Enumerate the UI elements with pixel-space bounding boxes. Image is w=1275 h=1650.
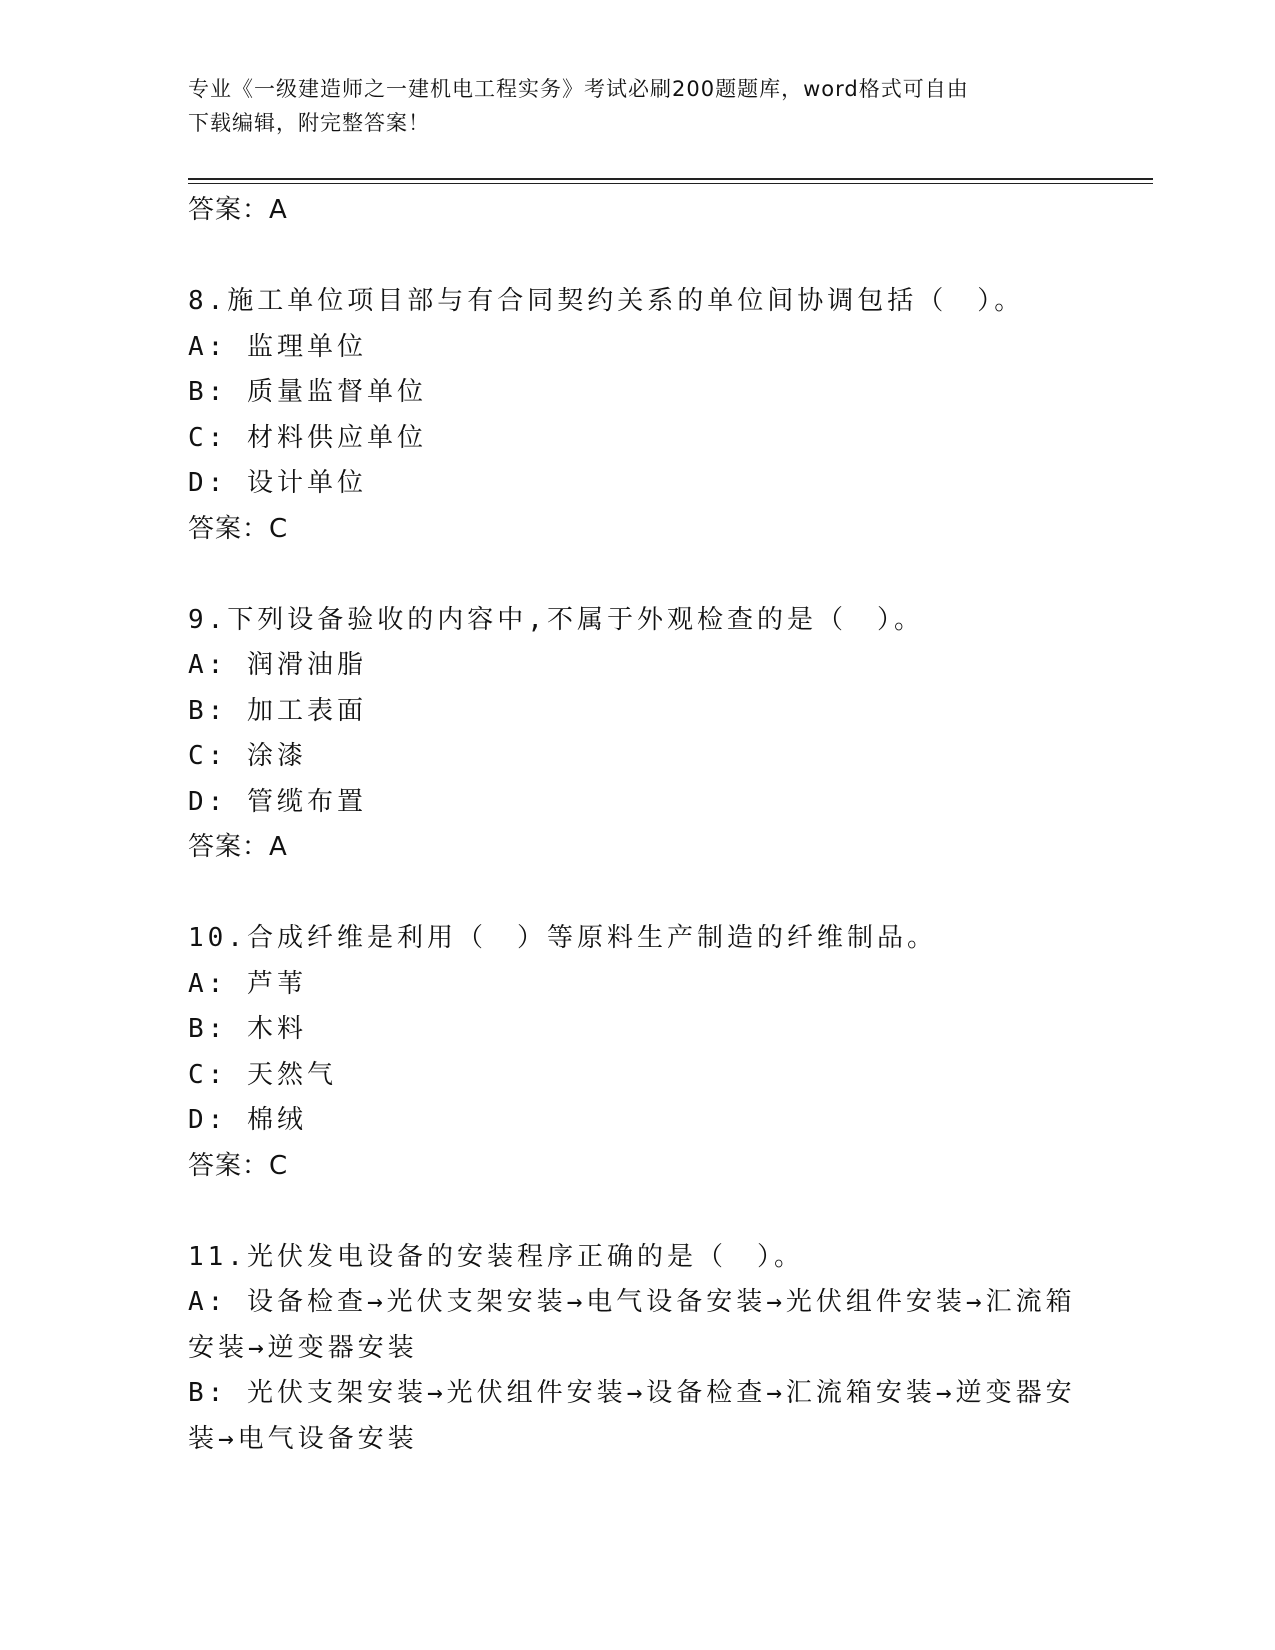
- question-stem: 9.下列设备验收的内容中,不属于外观检查的是（ ）。: [188, 604, 924, 635]
- header-divider-thick: [188, 178, 1153, 180]
- answer: 答案：A: [188, 832, 288, 862]
- spacer: [188, 1189, 1088, 1235]
- spacer: [188, 871, 1088, 917]
- spacer: [188, 552, 1088, 598]
- option-a: A: 监理单位: [188, 331, 367, 362]
- option-d: D: 设计单位: [188, 468, 367, 498]
- question-stem: 8.施工单位项目部与有合同契约关系的单位间协调包括（ ）。: [188, 286, 1025, 316]
- answer: 答案：C: [188, 513, 289, 544]
- document-header: [188, 72, 1088, 140]
- previous-answer: 答案：A: [188, 195, 288, 225]
- answer: 答案：C: [188, 1150, 289, 1181]
- option-b: B: 质量监督单位: [188, 377, 427, 407]
- header-line-1: 专业《一级建造师之一建机电工程实务》考试必刷200题题库，word格式可自由: [188, 77, 969, 101]
- option-a: A: 设备检查→光伏支架安装→电气设备安装→光伏组件安装→汇流箱安装→逆变器安装: [188, 1287, 1076, 1363]
- option-c: C: 涂漆: [188, 741, 307, 771]
- option-c: C: 材料供应单位: [188, 422, 427, 453]
- option-a: A: 润滑油脂: [188, 650, 367, 680]
- spacer: [188, 234, 1088, 280]
- option-b: B: 加工表面: [188, 695, 367, 726]
- question-8: [188, 279, 1088, 552]
- question-9: [188, 598, 1088, 871]
- option-a: A: 芦苇: [188, 968, 307, 999]
- header-divider-thin: [188, 183, 1153, 184]
- question-list: [188, 188, 1088, 1462]
- option-c: C: 天然气: [188, 1059, 337, 1090]
- question-10: [188, 916, 1088, 1189]
- option-b: B: 木料: [188, 1014, 307, 1044]
- option-b: B: 光伏支架安装→光伏组件安装→设备检查→汇流箱安装→逆变器安装→电气设备安装: [188, 1378, 1076, 1454]
- header-line-2: 下载编辑，附完整答案！: [188, 111, 430, 135]
- question-stem: 10.合成纤维是利用（ ）等原料生产制造的纤维制品。: [188, 923, 937, 953]
- question-stem: 11.光伏发电设备的安装程序正确的是（ ）。: [188, 1241, 804, 1272]
- option-d: D: 棉绒: [188, 1105, 307, 1135]
- question-11: [188, 1235, 1088, 1463]
- option-d: D: 管缆布置: [188, 786, 367, 817]
